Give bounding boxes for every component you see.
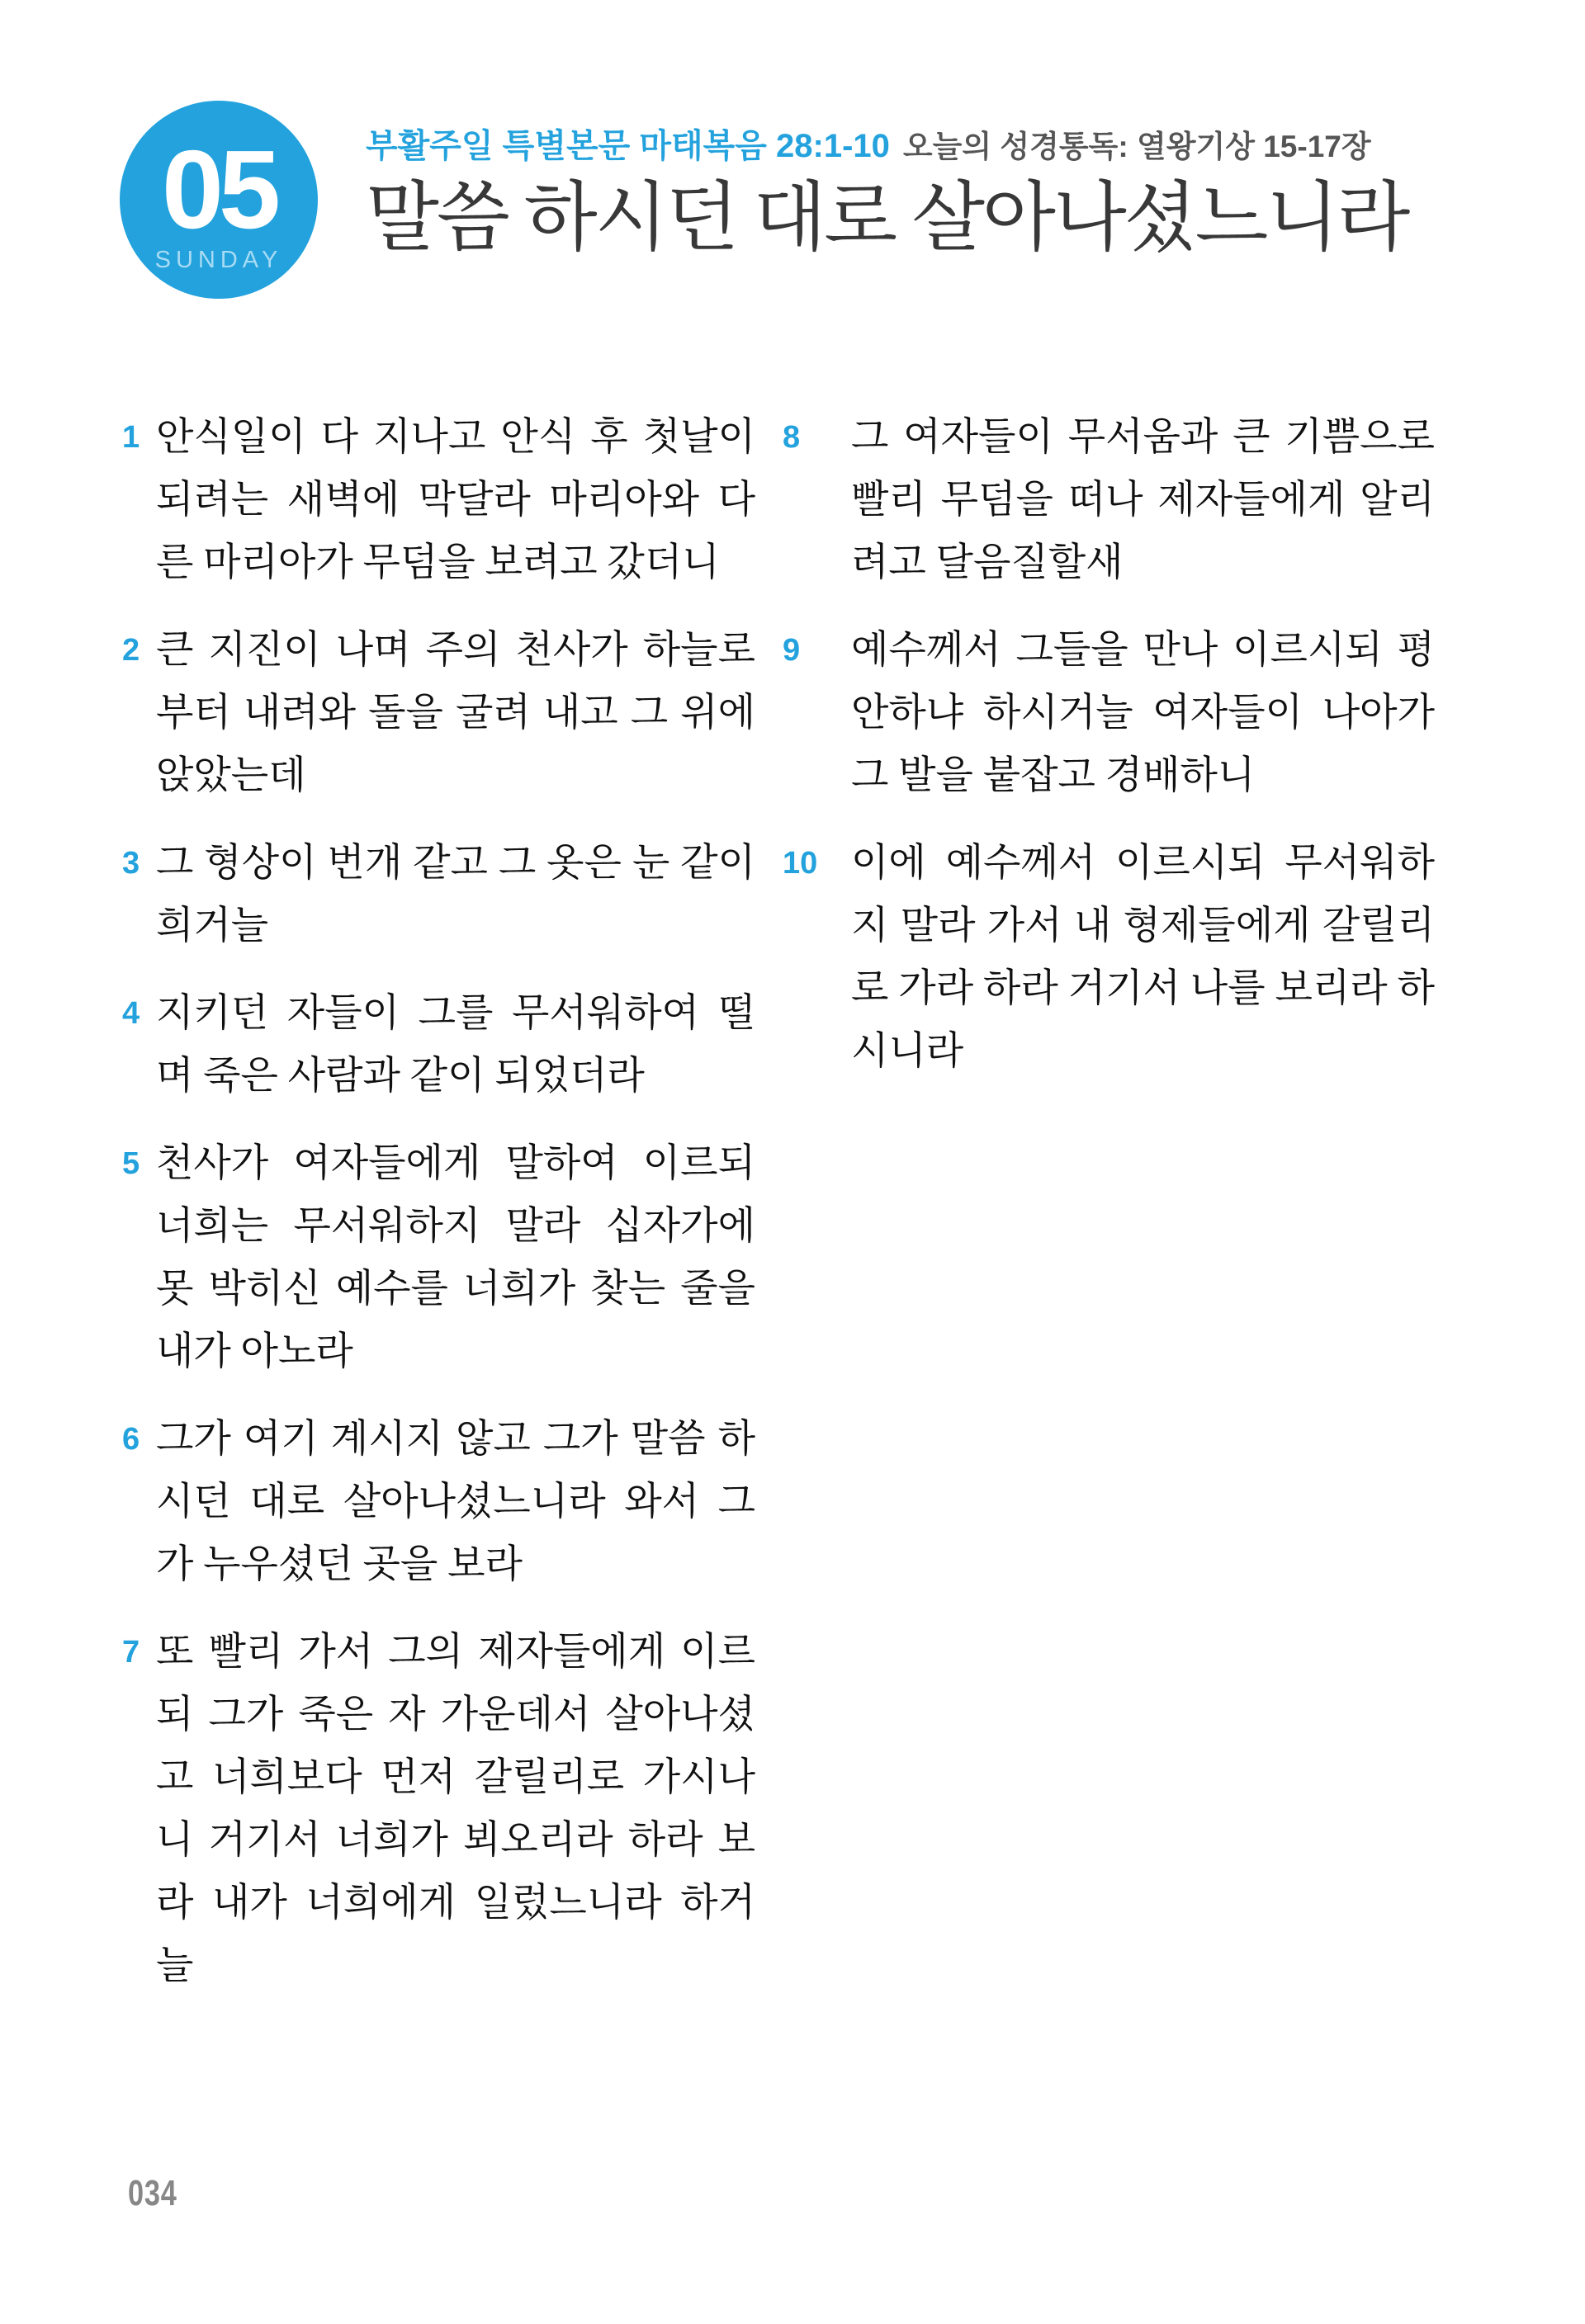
verse-text: 예수께서 그들을 만나 이르시되 평안하냐 하시거늘 여자들이 나아가 그 발을 붙잡고 경배하니	[851, 629, 1435, 797]
page-number: 034	[128, 2173, 177, 2213]
verse-item	[122, 619, 755, 807]
verse-item	[783, 832, 1435, 1083]
verse-number: 8	[783, 420, 801, 455]
verse-text: 그 여자들이 무서움과 큰 기쁨으로 빨리 무덤을 떠나 제자들에게 알리려고 달음질할새	[851, 416, 1435, 584]
page-title: 말씀 하시던 대로 살아나셨느니라	[366, 176, 1408, 260]
verse-number: 5	[122, 1146, 140, 1181]
header-text	[366, 125, 1538, 260]
verse-item	[122, 1408, 755, 1596]
verse-item	[122, 1132, 755, 1383]
day-circle	[120, 101, 318, 299]
verse-number: 3	[122, 846, 140, 881]
verse-text: 이에 예수께서 이르시되 무서워하지 말라 가서 내 형제들에게 갈릴리로 가라 하라 거기서 나를 보리라 하시니라	[851, 842, 1435, 1073]
verse-number: 4	[122, 996, 140, 1031]
scripture-line	[366, 125, 1538, 167]
daily-reading: 오늘의 성경통독: 열왕기상 15-17장	[902, 130, 1371, 163]
verse-item	[122, 1621, 755, 1997]
verse-text: 또 빨리 가서 그의 제자들에게 이르되 그가 죽은 자 가운데서 살아나셨고 너희보다 먼저 갈릴리로 가시나니 거기서 너희가 뵈오리라 하라 보라 내가 너희에게 일렀느니라 하거늘	[156, 1631, 755, 1987]
verse-item	[783, 619, 1435, 807]
verse-item	[122, 982, 755, 1108]
verse-number: 1	[122, 420, 140, 455]
verse-number: 2	[122, 633, 140, 668]
verse-number: 9	[783, 633, 801, 668]
day-number: 05	[161, 127, 277, 252]
verse-number: 7	[122, 1635, 140, 1670]
verse-text: 큰 지진이 나며 주의 천사가 하늘로부터 내려와 돌을 굴려 내고 그 위에 앉았는데	[156, 629, 755, 797]
verse-number: 10	[783, 846, 818, 881]
day-label: SUNDAY	[154, 247, 283, 273]
verse-item	[122, 406, 755, 594]
verse-text: 그가 여기 계시지 않고 그가 말씀 하시던 대로 살아나셨느니라 와서 그가 누우셨던 곳을 보라	[156, 1418, 755, 1586]
verse-text: 천사가 여자들에게 말하여 이르되 너희는 무서워하지 말라 십자가에 못 박히신 예수를 너희가 찾는 줄을 내가 아노라	[156, 1142, 755, 1373]
verse-column-left	[122, 406, 755, 2022]
verse-text: 지키던 자들이 그를 무서워하여 떨며 죽은 사람과 같이 되었더라	[156, 992, 755, 1098]
scripture-reference: 부활주일 특별본문 마태복음 28:1-10	[366, 128, 890, 164]
verse-text: 안식일이 다 지나고 안식 후 첫날이 되려는 새벽에 막달라 마리아와 다른 마리아가 무덤을 보려고 갔더니	[156, 416, 755, 584]
verse-number: 6	[122, 1422, 140, 1457]
verse-text: 그 형상이 번개 같고 그 옷은 눈 같이 희거늘	[156, 842, 755, 947]
verse-item	[783, 406, 1435, 594]
verse-item	[122, 832, 755, 957]
verse-column-right	[783, 406, 1435, 1108]
